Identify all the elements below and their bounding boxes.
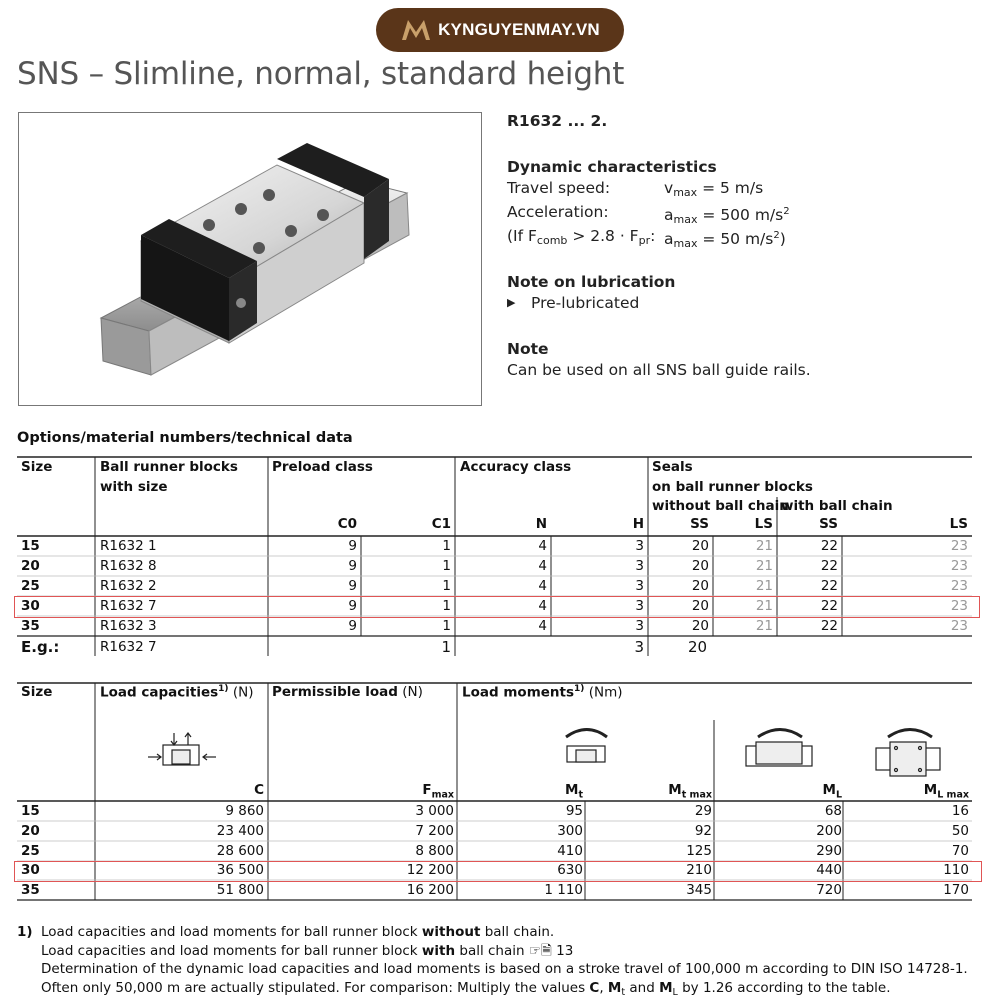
- table-cell-c0: 9: [348, 618, 357, 634]
- table-cell-c0: 9: [348, 578, 357, 594]
- table-cell-c: 51 800: [216, 882, 264, 899]
- table-cell-ml: 68: [824, 803, 842, 819]
- table-cell-ss1: 20: [691, 558, 709, 574]
- table-cell-c1: 1: [442, 618, 451, 634]
- moment-ml-icon: [746, 730, 812, 767]
- table-cell-block: R1632 7: [100, 598, 157, 614]
- t1-col-accuracy: Accuracy class: [460, 459, 572, 475]
- table-cell-ls2: 23: [950, 558, 968, 574]
- table-cell-mt: 630: [557, 862, 583, 879]
- table-cell-c: 9 860: [225, 803, 264, 819]
- table-cell-h: 3: [635, 618, 644, 634]
- table-cell-size: 30: [21, 862, 40, 879]
- acceleration-row: Acceleration: $a_{max} = 500$ $m/s^2$: [507, 203, 790, 226]
- table-cell-c1: 1: [442, 558, 451, 574]
- t2-subheader: C $F_{max}$ $M_t$ $M_{t max}$ $M_L$ $M_{L max}$: [254, 782, 969, 801]
- table-cell-fmax: 3 000: [415, 803, 454, 819]
- table-cell-ss2: 22: [820, 598, 838, 614]
- table-cell-c0: 9: [348, 598, 357, 614]
- table-cell-ls1: 21: [755, 618, 773, 634]
- table-cell-n: 4: [538, 618, 547, 634]
- table-cell-c: 23 400: [216, 822, 264, 839]
- table-cell-ml: 720: [816, 882, 842, 899]
- table-cell-mtmax: 210: [686, 862, 712, 879]
- table-cell-n: 4: [538, 578, 547, 594]
- table-cell-block: R1632 2: [100, 578, 157, 594]
- table-cell-h: 3: [635, 578, 644, 594]
- table-cell-size: 20: [21, 822, 40, 839]
- t2-col-load-cap: Load capacities$^{1)}$ (N): [100, 684, 254, 701]
- table-cell-block: R1632 8: [100, 558, 157, 574]
- page-reference-icon: ☞🗎: [528, 942, 557, 959]
- table-cell-ss1: 20: [691, 538, 709, 554]
- table-cell-fmax: 12 200: [406, 862, 454, 879]
- table-cell-mlmax: 170: [943, 882, 969, 899]
- table-cell-c1: 1: [442, 578, 451, 594]
- table-cell-fmax: 16 200: [406, 882, 454, 899]
- highlight-row-30-table2: [14, 861, 982, 882]
- travel-speed-row: Travel speed: $v_{max} = 5$ m/s: [507, 179, 764, 199]
- table-cell-fmax: 7 200: [415, 822, 454, 839]
- table-row: [0, 578, 1000, 598]
- t1-col-size: Size: [21, 459, 53, 475]
- table1-title: Options/material numbers/technical data: [17, 430, 353, 446]
- table-cell-n: 4: [538, 558, 547, 574]
- table-cell-ls1: 21: [755, 558, 773, 574]
- table-cell-c1: 1: [442, 598, 451, 614]
- table-cell-size: 30: [21, 598, 40, 614]
- table-cell-fmax: 8 800: [415, 842, 454, 859]
- part-code: R1632 ... 2.: [507, 112, 608, 130]
- table-cell-size: 15: [21, 803, 40, 819]
- note-text: Can be used on all SNS ball guide rails.: [507, 361, 811, 379]
- table-cell-c: 36 500: [216, 862, 264, 879]
- table-cell-mtmax: 125: [686, 842, 712, 859]
- table-cell-ss1: 20: [691, 618, 709, 634]
- t2-col-perm: Permissible load (N): [272, 684, 423, 700]
- table-cell-mlmax: 110: [943, 862, 969, 879]
- moment-ml-max-icon: [876, 730, 940, 777]
- table-cell-ml: 200: [816, 822, 842, 839]
- table-cell-size: 20: [21, 558, 40, 574]
- t2-col-size: Size: [21, 684, 53, 700]
- table-cell-ls1: 21: [755, 598, 773, 614]
- table-cell-mt: 1 110: [544, 882, 583, 899]
- table-cell-size: 15: [21, 538, 40, 554]
- table-cell-c0: 9: [348, 558, 357, 574]
- table-cell-h: 3: [635, 598, 644, 614]
- table-cell-mt: 410: [557, 842, 583, 859]
- table-cell-h: 3: [635, 558, 644, 574]
- table-cell-c0: 9: [348, 538, 357, 554]
- table-row: [0, 823, 1000, 843]
- lubrication-heading: Note on lubrication: [507, 273, 676, 291]
- t1-col-seals: Seals on ball runner blocks: [652, 459, 813, 495]
- table-cell-size: 25: [21, 578, 40, 594]
- table-cell-size: 25: [21, 842, 40, 859]
- table-cell-ss2: 22: [820, 538, 838, 554]
- highlight-row-30-table1: [14, 596, 980, 618]
- load-capacity-icon: [148, 733, 216, 765]
- table-cell-ss2: 22: [820, 578, 838, 594]
- t1-subheader: C0 C1 N H SS LS SS LS: [337, 516, 968, 532]
- table-cell-ss1: 20: [691, 598, 709, 614]
- table-cell-ls2: 23: [950, 578, 968, 594]
- table-cell-ls2: 23: [950, 538, 968, 554]
- t1-col-without-chain: without ball chain: [652, 498, 789, 514]
- note-heading: Note: [507, 340, 549, 358]
- table-cell-ss2: 22: [820, 618, 838, 634]
- triangle-bullet-icon: ▶: [507, 296, 516, 309]
- table-row: [0, 558, 1000, 578]
- table-cell-ss2: 22: [820, 558, 838, 574]
- t1-col-with-chain: with ball chain: [781, 498, 893, 514]
- table-cell-mtmax: 92: [694, 822, 712, 839]
- table-cell-block: R1632 3: [100, 618, 157, 634]
- table-cell-mt: 95: [565, 803, 583, 819]
- table-cell-n: 4: [538, 598, 547, 614]
- page-title: SNS – Slimline, normal, standard height: [17, 56, 625, 92]
- table-cell-mlmax: 16: [951, 803, 969, 819]
- table-row: [0, 803, 1000, 823]
- table-cell-mt: 300: [557, 822, 583, 839]
- table-cell-ls2: 23: [950, 598, 968, 614]
- t2-col-moments: Load moments$^{1)}$ (Nm): [462, 684, 623, 701]
- table-cell-mlmax: 50: [951, 822, 969, 839]
- logo-text: KYNGUYENMAY.VN: [438, 20, 600, 39]
- table-cell-mtmax: 345: [686, 882, 712, 899]
- table-cell-c1: 1: [442, 538, 451, 554]
- table-cell-ls1: 21: [755, 578, 773, 594]
- table-cell-h: 3: [635, 538, 644, 554]
- table-cell-size: 35: [21, 882, 40, 899]
- table-cell-c: 28 600: [216, 842, 264, 859]
- table-cell-ss1: 20: [691, 578, 709, 594]
- table-cell-block: R1632 1: [100, 538, 157, 554]
- acceleration-note-row: (If $F_{comb} > 2.8 \cdot F_{pr}$: $a_{max} = 50$ $m/s^2$): [507, 227, 786, 250]
- table-cell-mlmax: 70: [951, 842, 969, 859]
- table-cell-ls1: 21: [755, 538, 773, 554]
- moment-mt-icon: [566, 730, 607, 763]
- table-cell-size: 35: [21, 618, 40, 634]
- table-cell-ml: 290: [816, 842, 842, 859]
- table-row: [0, 882, 1000, 902]
- table-row: [0, 843, 1000, 863]
- dynamic-heading: Dynamic characteristics: [507, 158, 717, 176]
- lubrication-item: ▶ Pre-lubricated: [507, 291, 987, 315]
- table-cell-n: 4: [538, 538, 547, 554]
- table-row: [0, 538, 1000, 558]
- table-cell-ml: 440: [816, 862, 842, 879]
- t1-col-block: Ball runner blocks with size: [100, 459, 238, 495]
- t1-col-preload: Preload class: [272, 459, 373, 475]
- table-cell-ls2: 23: [950, 618, 968, 634]
- t1-example-row: E.g.: R1632 7 1 3 20: [21, 638, 708, 656]
- table-row: [0, 618, 1000, 638]
- table-cell-mtmax: 29: [694, 803, 712, 819]
